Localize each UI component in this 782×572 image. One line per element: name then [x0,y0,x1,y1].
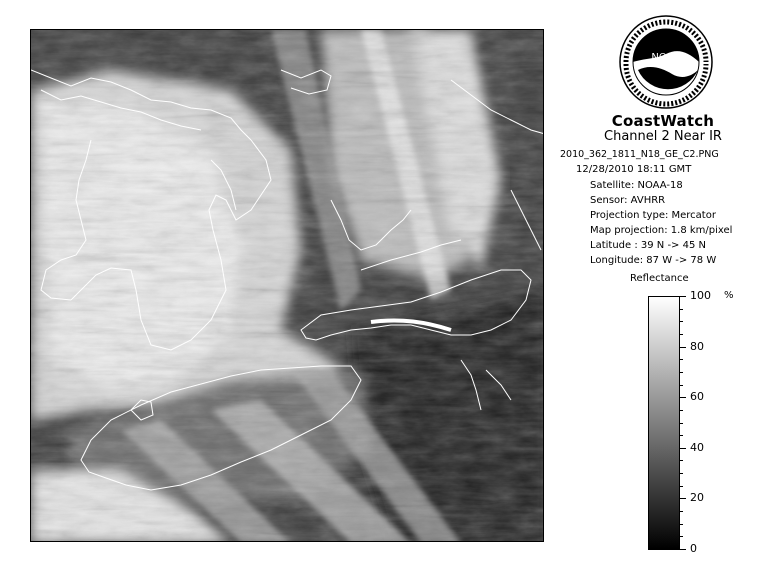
colorbar-tick [680,347,686,348]
colorbar-label: Reflectance [630,273,689,284]
colorbar-minor-tick [680,309,683,310]
colorbar-tick [680,549,686,550]
colorbar-minor-tick [680,511,683,512]
colorbar-minor-tick [680,385,683,386]
colorbar-tick-label: 80 [690,340,704,353]
colorbar-tick-label: 100 [690,289,711,302]
satellite-text: Satellite: NOAA-18 [590,180,683,191]
colorbar-minor-tick [680,486,683,487]
datetime-text: 12/28/2010 18:11 GMT [576,164,692,175]
colorbar-tick-label: 0 [690,542,697,555]
page-title: CoastWatch [611,112,715,130]
noaa-logo-icon [618,14,714,110]
colorbar-tick [680,498,686,499]
map-projection-text: Map projection: 1.8 km/pixel [590,225,733,236]
colorbar-tick [680,448,686,449]
colorbar-tick [680,397,686,398]
colorbar [648,296,680,550]
satellite-image [30,29,544,542]
logo-text: NOAA [651,52,681,63]
sensor-text: Sensor: AVHRR [590,195,666,206]
colorbar-unit: % [724,290,734,301]
colorbar-minor-tick [680,435,683,436]
colorbar-minor-tick [680,372,683,373]
colorbar-minor-tick [680,321,683,322]
colorbar-minor-tick [680,524,683,525]
info-panel [558,0,782,572]
colorbar-tick-label: 20 [690,491,704,504]
channel-subtitle: Channel 2 Near IR [604,129,722,144]
colorbar-minor-tick [680,410,683,411]
latitude-text: Latitude : 39 N -> 45 N [590,240,706,251]
satellite-map-svg [31,30,544,542]
colorbar-minor-tick [680,334,683,335]
colorbar-minor-tick [680,473,683,474]
colorbar-minor-tick [680,460,683,461]
colorbar-tick [680,296,686,297]
colorbar-minor-tick [680,536,683,537]
colorbar-tick-label: 60 [690,390,704,403]
longitude-text: Longitude: 87 W -> 78 W [590,255,717,266]
colorbar-minor-tick [680,359,683,360]
projection-type-text: Projection type: Mercator [590,210,716,221]
colorbar-minor-tick [680,423,683,424]
colorbar-tick-label: 40 [690,441,704,454]
filename-text: 2010_362_1811_N18_GE_C2.PNG [560,149,719,160]
